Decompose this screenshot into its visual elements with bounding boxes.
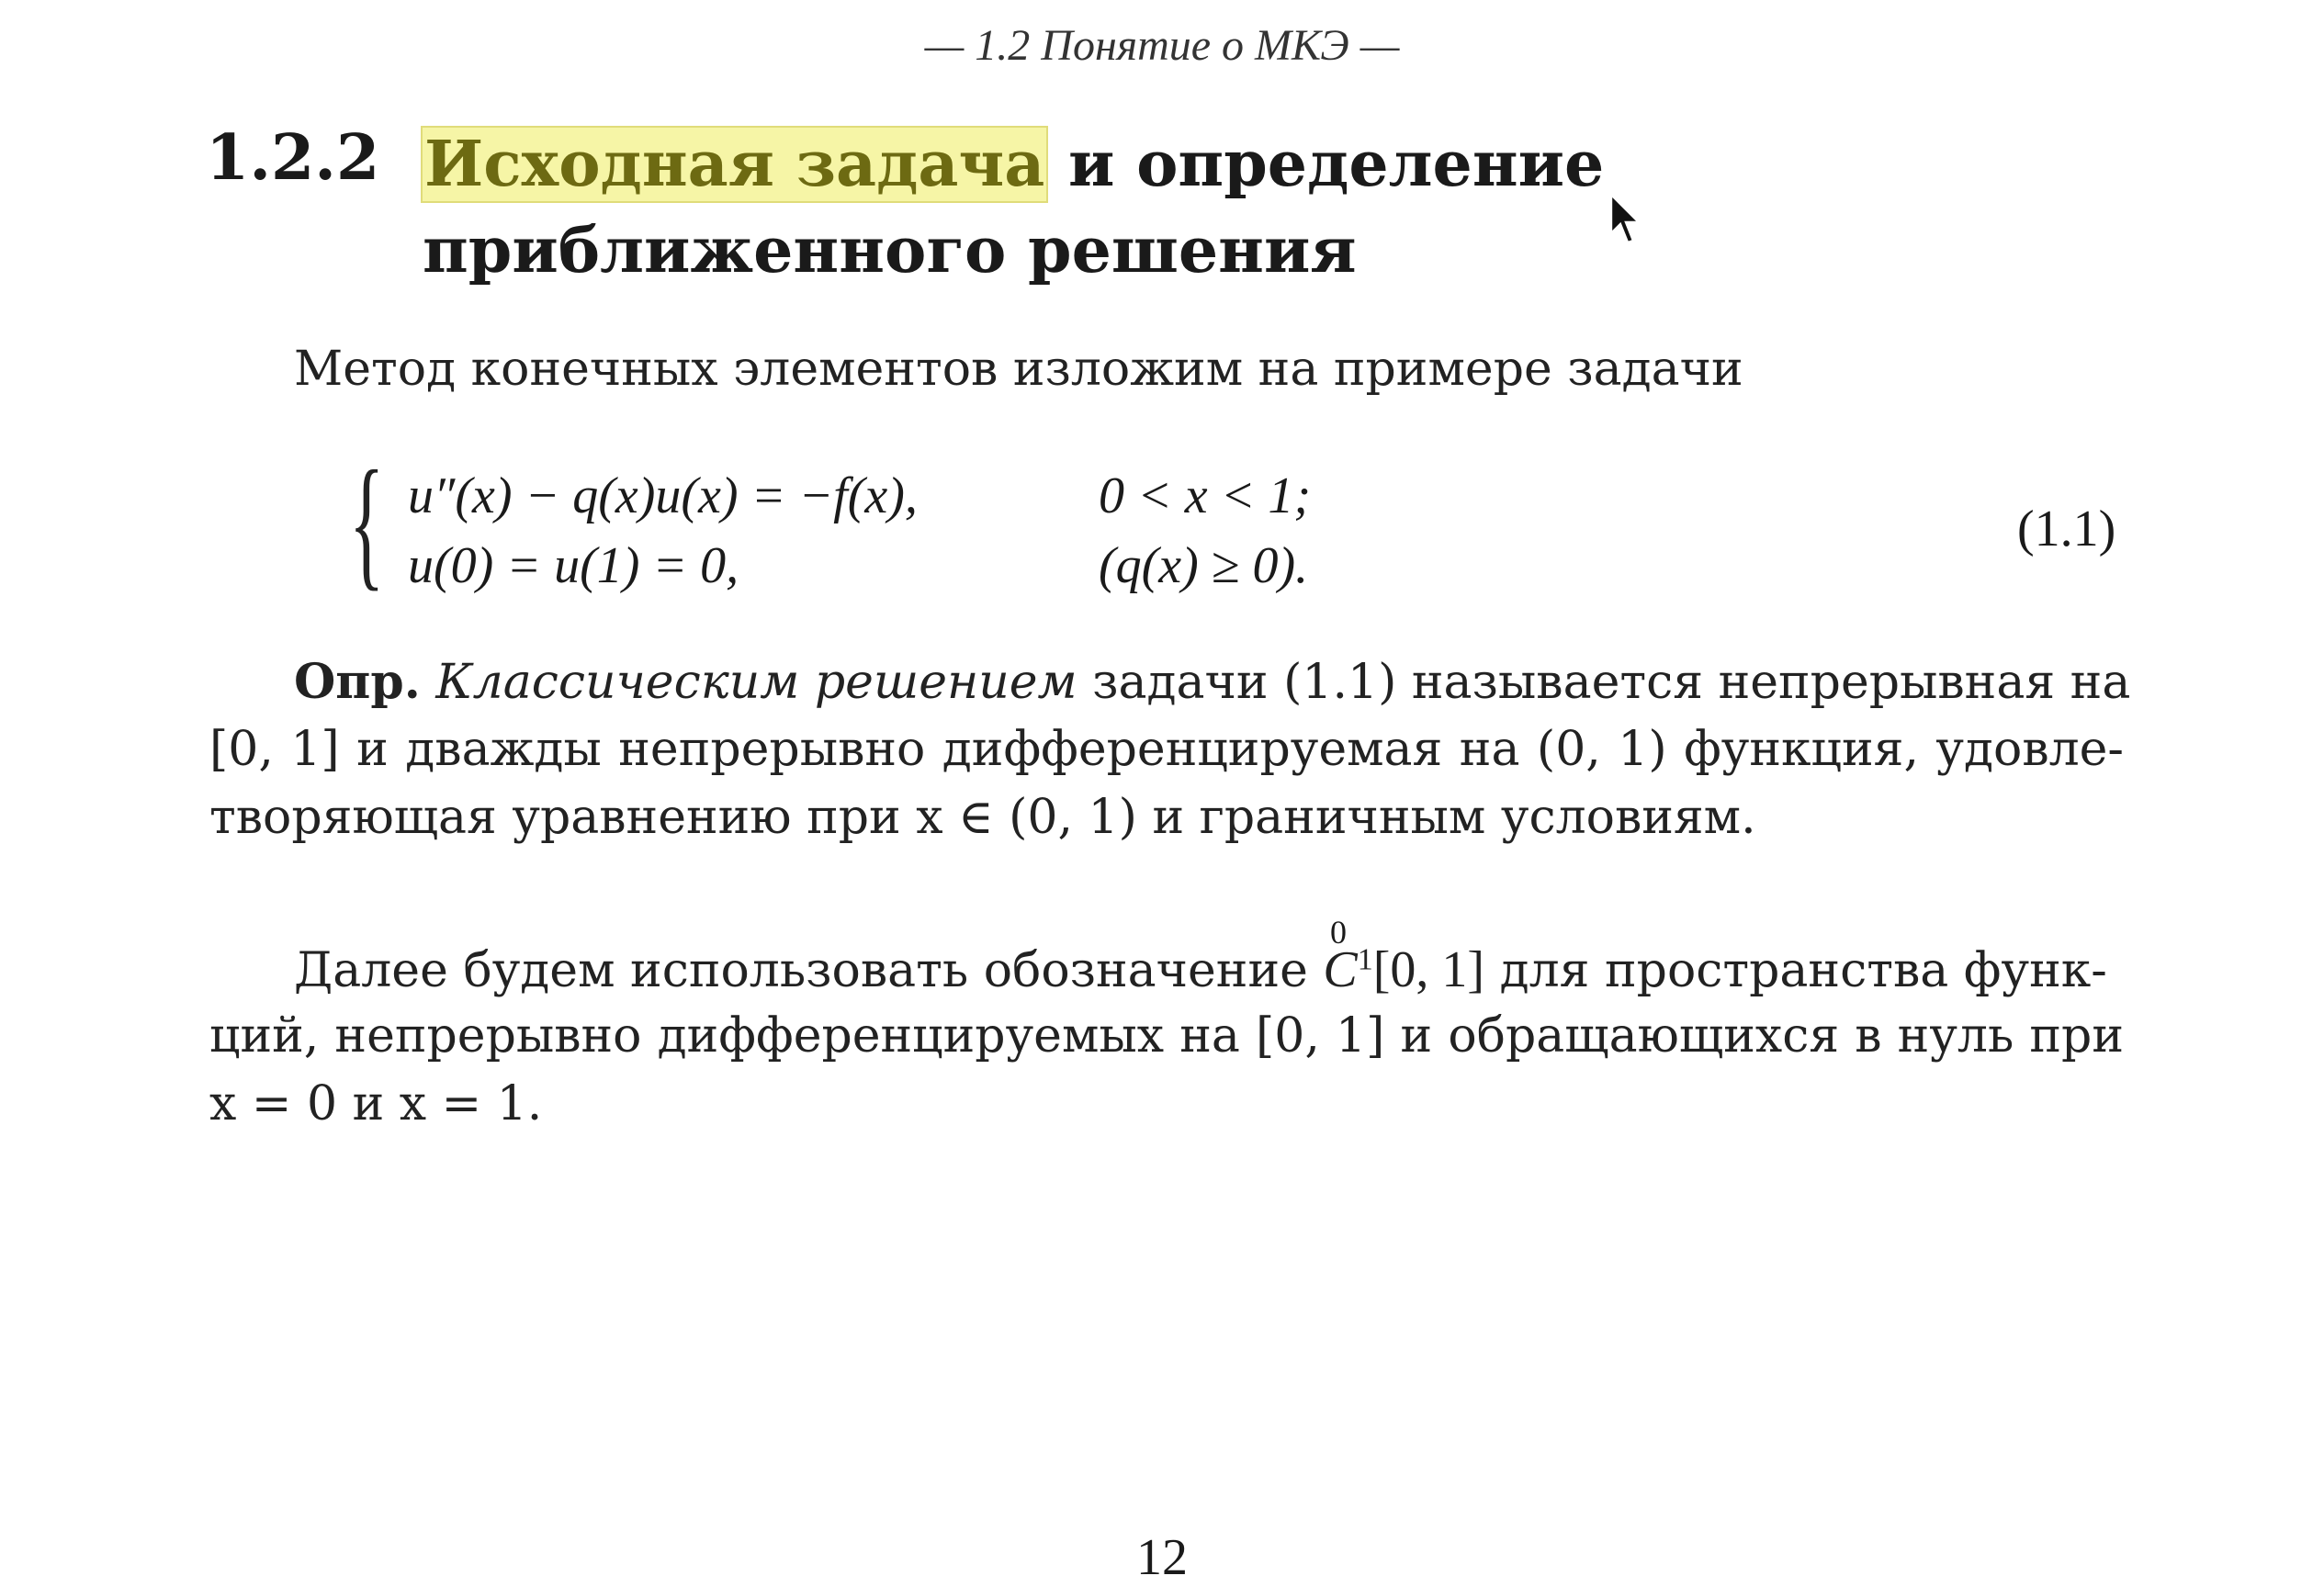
- equation-number: (1.1): [2017, 501, 2116, 557]
- notation-line1-start: Далее будем использовать обозначение: [294, 943, 1324, 998]
- space-superscript: 1: [1357, 942, 1373, 977]
- highlighted-text[interactable]: Исходная задача: [424, 128, 1045, 201]
- definition-line3: творяющая уравнению при x ∈ (0, 1) и граничным условиям.: [209, 790, 1756, 845]
- section-title-line2: приближенного решения: [423, 214, 1357, 287]
- system-line2-equation: u(0) = u(1) = 0,: [408, 537, 739, 594]
- definition-term: Классическим решением: [435, 655, 1077, 710]
- section-number: 1.2.2: [206, 121, 380, 195]
- definition-label: Опр.: [294, 654, 421, 710]
- running-header: — 1.2 Понятие о МКЭ —: [924, 21, 1400, 70]
- notation-line3: x = 0 и x = 1.: [209, 1076, 543, 1131]
- section-title: [423, 121, 1604, 294]
- system-line1-condition: 0 < x < 1;: [1099, 467, 1312, 524]
- page-number: 12: [1136, 1529, 1188, 1586]
- space-overscript: 0: [1330, 914, 1347, 951]
- notation-line2: ций, непрерывно дифференцируемых на [0, 1] и обращающихся в нуль при: [209, 1008, 2124, 1064]
- definition-line2: [0, 1] и дважды непрерывно дифференцируемая на (0, 1) функция, удовле-: [209, 722, 2124, 777]
- system-line1-equation: u″(x) − q(x)u(x) = −f(x),: [408, 467, 918, 524]
- notation-line1-end: для пространства функ-: [1484, 943, 2107, 998]
- system-brace: {: [349, 440, 385, 603]
- notation-line1: [294, 940, 2107, 999]
- intro-paragraph: Метод конечных элементов изложим на примере задачи: [294, 342, 1743, 397]
- definition-line1: [294, 654, 2129, 710]
- system-line2-condition: (q(x) ≥ 0).: [1099, 537, 1309, 594]
- space-symbol: C: [1323, 941, 1358, 998]
- space-argument: [0, 1]: [1372, 941, 1485, 998]
- section-title-rest: и определение: [1046, 128, 1605, 201]
- mouse-cursor-icon: [1609, 193, 1646, 248]
- definition-line1-rest: задачи (1.1) называется непрерывная на: [1077, 655, 2131, 710]
